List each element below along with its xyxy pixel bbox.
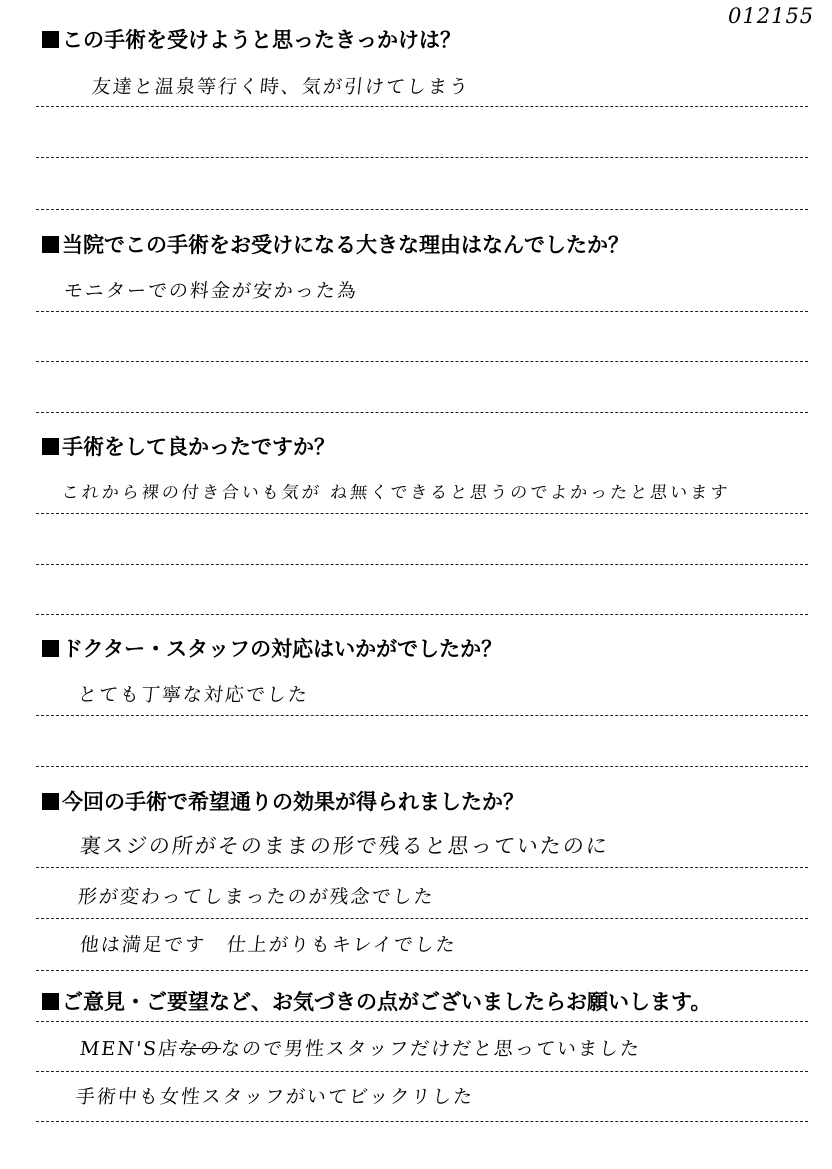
question-3-text: 手術をして良かったですか？ — [62, 435, 335, 459]
question-1-text: この手術を受けようと思ったきっかけは？ — [62, 28, 461, 52]
rule-line — [36, 715, 808, 716]
rule-line — [36, 1021, 808, 1022]
rule-line — [36, 361, 808, 362]
rule-line — [36, 918, 808, 919]
bullet-square-icon — [42, 31, 59, 48]
question-4 — [42, 633, 502, 663]
rule-line — [36, 867, 808, 868]
answer-3-line-1: これから裸の付き合いも気が ね無くできると思うのでよかったと思います — [60, 483, 732, 503]
question-5-text: 今回の手術で希望通りの効果が得られましたか？ — [62, 790, 524, 814]
question-6-text: ご意見・ご要望など、お気づきの点がございましたらお願いします。 — [62, 990, 712, 1014]
question-3 — [42, 431, 335, 461]
document-id: 012155 — [728, 4, 815, 28]
rule-line — [36, 106, 808, 107]
rule-line — [36, 1121, 808, 1122]
question-6 — [42, 986, 711, 1016]
rule-line — [36, 157, 808, 158]
answer-6-line-2: 手術中も女性スタッフがいてビックリした — [74, 1086, 476, 1108]
rule-line — [36, 209, 808, 210]
answer-1-line-1: 友達と温泉等行く時、気が引けてしまう — [90, 76, 472, 98]
answer-2-line-1: モニターでの料金が安かった為 — [62, 280, 360, 302]
rule-line — [36, 614, 808, 615]
answer-5-line-1: 裏スジの所がそのままの形で残ると思っていたのに — [78, 834, 611, 858]
answer-6-prefix: MEN'S店 — [78, 1038, 181, 1060]
question-4-text: ドクター・スタッフの対応はいかがでしたか？ — [62, 637, 503, 661]
rule-line — [36, 513, 808, 514]
rule-line — [36, 1071, 808, 1072]
rule-line — [36, 412, 808, 413]
bullet-square-icon — [42, 640, 59, 657]
bullet-square-icon — [42, 793, 59, 810]
question-1 — [42, 24, 461, 54]
rule-line — [36, 311, 808, 312]
rule-line — [36, 970, 808, 971]
answer-6-line-1 — [79, 1034, 643, 1061]
question-2-text: 当院でこの手術をお受けになる大きな理由はなんでしたか？ — [62, 233, 629, 257]
rule-line — [36, 766, 808, 767]
answer-5-line-3: 他は満足です 仕上がりもキレイでした — [78, 934, 458, 956]
answer-6-struck-text: なの — [177, 1038, 223, 1060]
question-5 — [42, 786, 524, 816]
bullet-square-icon — [42, 993, 59, 1010]
bullet-square-icon — [42, 236, 59, 253]
answer-5-line-2: 形が変わってしまったのが残念でした — [76, 886, 436, 908]
answer-4-line-1: とても丁寧な対応でした — [76, 684, 311, 706]
bullet-square-icon — [42, 438, 59, 455]
question-2 — [42, 229, 629, 259]
rule-line — [36, 564, 808, 565]
answer-6-rest: なので男性スタッフだけだと思っていました — [219, 1038, 643, 1060]
